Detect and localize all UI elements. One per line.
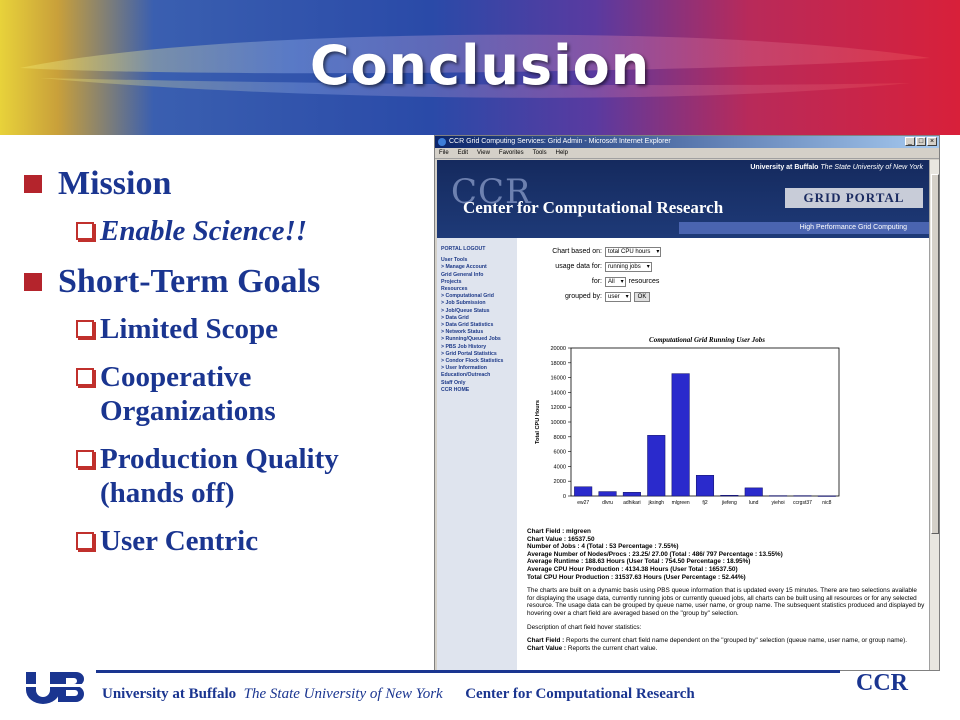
x-tick-label: yiehoi <box>771 500 785 506</box>
resource-select[interactable]: All ▾ <box>605 277 626 287</box>
x-tick-label: ccrgst37 <box>793 500 812 506</box>
sub-bullet-item: Production Quality (hands off) <box>24 442 424 510</box>
y-tick-label: 20000 <box>550 346 566 352</box>
header-band: High Performance Grid Computing <box>679 222 929 234</box>
sidebar-link[interactable]: Projects <box>441 278 462 285</box>
maximize-button[interactable]: □ <box>916 137 926 146</box>
bullet-square-icon <box>24 273 42 291</box>
usage-data-select[interactable]: running jobs ▾ <box>605 262 652 272</box>
sidebar-link[interactable]: > Network Status <box>441 329 484 336</box>
sidebar-link[interactable]: > User Information <box>441 365 487 372</box>
sidebar-link[interactable]: > PBS Job History <box>441 343 487 350</box>
bullet-list <box>24 160 424 558</box>
browser-title: CCR Grid Computing Services: Grid Admin - Microsoft Internet Explorer <box>449 138 671 145</box>
y-tick-label: 16000 <box>550 375 566 382</box>
menu-view[interactable]: View <box>477 150 490 156</box>
grouped-by-row: grouped by: user ▾ OK <box>543 289 783 304</box>
browser-window <box>434 135 940 671</box>
grid-portal-badge: GRID PORTAL <box>785 188 923 208</box>
bar <box>574 487 592 496</box>
footer-ccr: CCR <box>856 670 908 696</box>
menu-edit[interactable]: Edit <box>457 150 469 156</box>
slide-title: Conclusion <box>309 34 651 97</box>
stat-line: Average Runtime : 188.63 Hours (User Total : 754.50 Percentage : 18.95%) <box>527 558 751 566</box>
portal-header <box>437 160 929 238</box>
menu-favorites[interactable]: Favorites <box>498 150 524 156</box>
checkbox-bullet-icon <box>76 532 94 550</box>
chart-statistics <box>527 528 925 652</box>
internet-explorer-icon <box>438 138 446 146</box>
sidebar-link[interactable]: > Data Grid <box>441 314 469 321</box>
bar <box>745 488 763 496</box>
bar <box>818 496 836 497</box>
y-tick-label: 10000 <box>550 420 566 426</box>
sidebar-link[interactable]: Staff Only <box>441 379 466 386</box>
checkbox-bullet-icon <box>76 450 94 468</box>
bar <box>648 435 666 496</box>
y-tick-label: 6000 <box>553 449 566 456</box>
bar <box>721 495 739 496</box>
bar <box>769 496 787 497</box>
close-button[interactable]: × <box>927 137 937 146</box>
sidebar-link[interactable]: Resources <box>441 286 468 293</box>
grouped-by-select[interactable]: user ▾ <box>605 292 631 302</box>
x-tick-label: lund <box>749 500 759 506</box>
resource-row: for: All ▾ resources <box>543 274 783 289</box>
stat-line: Average Number of Nodes/Procs : 23.25/ 27.00 (Total : 486/ 797 Percentage : 13.55%) <box>527 550 783 558</box>
menu-help[interactable]: Help <box>555 150 568 156</box>
bullet-item: Mission <box>24 164 424 204</box>
sidebar-link[interactable]: > Data Grid Statistics <box>441 322 494 329</box>
sidebar-link[interactable]: > Condor Flock Statistics <box>441 358 504 365</box>
bar <box>599 492 617 496</box>
browser-menubar <box>435 148 939 159</box>
y-tick-label: 0 <box>562 494 566 500</box>
x-tick-label: adhikari <box>623 500 641 506</box>
x-tick-label: jksingh <box>648 500 665 506</box>
sidebar-link[interactable]: Education/Outreach <box>441 372 491 379</box>
ok-button[interactable]: OK <box>634 292 651 302</box>
portal-sidebar <box>437 238 517 670</box>
stat-line: Average CPU Hour Production : 4134.38 Hours (User Total : 16537.50) <box>527 565 738 573</box>
footer-tagline: The State University of New York <box>243 686 443 702</box>
checkbox-bullet-icon <box>76 320 94 338</box>
stat-line: Total CPU Hour Production : 31537.63 Hours (User Percentage : 52.44%) <box>527 573 746 581</box>
sidebar-link[interactable]: > Grid Portal Statistics <box>441 350 497 357</box>
chart-options-form <box>543 244 783 304</box>
footer-rule <box>96 670 840 673</box>
y-tick-label: 14000 <box>550 390 566 397</box>
y-tick-label: 8000 <box>553 434 566 441</box>
stat-line: Chart Field : mlgreen <box>527 528 591 535</box>
web-page <box>437 160 929 670</box>
y-axis-label: Total CPU Hours <box>535 399 541 445</box>
footer <box>102 686 695 703</box>
usage-data-row: usage data for: running jobs ▾ <box>543 259 783 274</box>
sub-bullet-item: Limited Scope <box>24 312 424 346</box>
bar <box>696 475 714 496</box>
ub-logo-icon <box>22 668 90 704</box>
sidebar-link[interactable]: > Manage Account <box>441 264 487 271</box>
x-tick-label: ew27 <box>577 500 590 506</box>
sub-bullet-item: User Centric <box>24 524 424 558</box>
ccr-logo-text: CCR <box>451 172 532 212</box>
y-tick-label: 2000 <box>553 479 566 486</box>
sidebar-link[interactable]: Grid General Info <box>441 271 484 278</box>
stat-line: Chart Field : Reports the current chart field name dependent on the "grouped by" selection (queue name, user name, or group name). <box>527 637 908 645</box>
sub-bullet-item: Cooperative Organizations <box>24 360 424 428</box>
x-tick-label: jiefeng <box>721 500 737 506</box>
sidebar-link[interactable]: > Job/Queue Status <box>441 307 490 314</box>
bullet-item: Short-Term Goals <box>24 262 424 302</box>
bar <box>623 492 641 496</box>
browser-titlebar <box>435 136 939 148</box>
stat-line: Chart Value : Reports the current chart value. <box>527 644 658 652</box>
scrollbar-thumb[interactable] <box>931 174 939 534</box>
plot-area <box>571 348 839 496</box>
stat-line: Description of chart field hover statistics: <box>527 623 642 631</box>
sidebar-link[interactable]: > Running/Queued Jobs <box>441 336 501 343</box>
bar <box>672 374 690 496</box>
x-tick-label: mlgreen <box>671 500 690 506</box>
bar-chart <box>527 342 847 522</box>
stat-line: The charts are built on a dynamic basis using PBS queue information that is updated every 15 minutes. There are two selections available for displaying the usage data, currently running jobs or currently queued jobs, all charts can be built using all resources or for any selected resource. The usage data can be grouped by queue name, user name, or group name. The subsequent statistics produced and displayed by hovering over a chart field are averaged based on the "group by" selection. <box>527 587 925 617</box>
chart-title: Computational Grid Running User Jobs <box>649 336 765 344</box>
sidebar-link[interactable]: CCR HOME <box>441 386 470 393</box>
chart-based-on-row: Chart based on: total CPU hours ▾ <box>543 244 783 259</box>
x-tick-label: dlvru <box>602 500 613 506</box>
chart-based-on-select[interactable]: total CPU hours ▾ <box>605 247 661 257</box>
menu-tools[interactable]: Tools <box>532 150 547 156</box>
y-tick-label: 12000 <box>550 405 566 412</box>
x-tick-label: fj2 <box>702 500 708 506</box>
bullet-square-icon <box>24 175 42 193</box>
y-tick-label: 4000 <box>553 464 566 471</box>
checkbox-bullet-icon <box>76 368 94 386</box>
checkbox-bullet-icon <box>76 222 94 240</box>
sidebar-link[interactable]: > Computational Grid <box>441 293 494 300</box>
sub-bullet-item: Enable Science!! <box>24 214 424 248</box>
stat-line: Chart Value : 16537.50 <box>527 535 595 543</box>
minimize-button[interactable]: _ <box>905 137 915 146</box>
bar <box>794 496 812 497</box>
title-banner <box>0 0 960 135</box>
vertical-scrollbar[interactable] <box>929 160 939 670</box>
y-tick-label: 18000 <box>550 360 566 367</box>
menu-file[interactable]: File <box>439 150 449 156</box>
footer-university: University at Buffalo <box>102 686 237 702</box>
sidebar-link[interactable]: User Tools <box>441 257 468 264</box>
x-tick-label: nic8 <box>822 500 832 506</box>
header-university: University at Buffalo The State University of New York <box>750 164 923 171</box>
sidebar-link[interactable]: PORTAL LOGOUT <box>441 246 486 252</box>
center-name: Center for Computational Research <box>463 198 724 217</box>
footer-center: Center for Computational Research <box>465 686 695 702</box>
sidebar-link[interactable]: > Job Submission <box>441 300 486 307</box>
stat-line: Number of Jobs : 4 (Total : 53 Percentage : 7.55%) <box>527 543 679 551</box>
